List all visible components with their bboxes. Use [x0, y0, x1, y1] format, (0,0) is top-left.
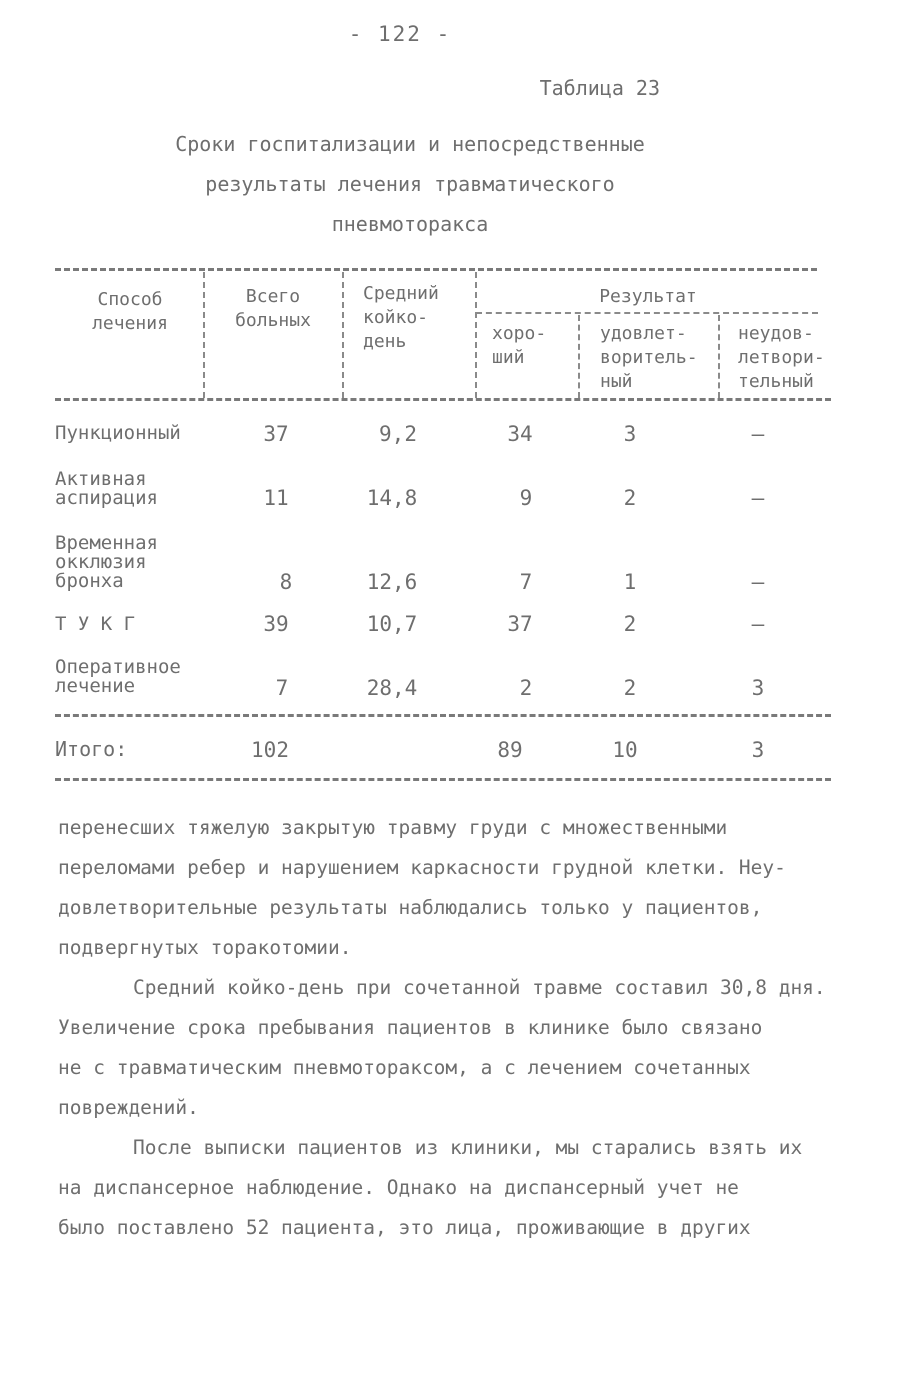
cell-unsatisfactory: – [751, 486, 765, 510]
cell-avg: 9,2 [379, 422, 417, 446]
text-line: довлетворительные результаты наблюдались только у пациентов, [58, 896, 763, 919]
caption-line: результаты лечения травматического [205, 172, 615, 196]
text-line: было поставлено 52 пациента, это лица, проживающие в других [58, 1216, 751, 1239]
total-cell-good: 89 [497, 738, 523, 762]
cell-satisfactory: 2 [623, 612, 637, 636]
cell-total: 11 [263, 486, 289, 510]
total-row-label: Итого: [55, 737, 128, 761]
header-result: Результат [599, 286, 697, 307]
result-subheader-rule [476, 312, 818, 314]
row-method: Активная аспирация [55, 468, 158, 509]
cell-avg: 28,4 [366, 676, 418, 700]
text-line: перенесших тяжелую закрытую травму груди с множественными [58, 816, 728, 839]
cell-good: 9 [519, 486, 533, 510]
table-caption [120, 124, 700, 244]
total-cell-satisfactory: 10 [612, 738, 638, 762]
header-unsatisfactory: неудов- летвори- тельный [738, 323, 825, 392]
cell-total: 37 [263, 422, 289, 446]
cell-good: 7 [519, 570, 533, 594]
text-line: подвергнутых торакотомии. [58, 936, 352, 959]
text-line: Увеличение срока пребывания пациентов в клинике было связано [58, 1016, 763, 1039]
caption-line: пневмоторакса [331, 212, 489, 236]
cell-unsatisfactory: – [751, 570, 765, 594]
cell-avg: 12,6 [366, 570, 418, 594]
body-text [58, 808, 858, 1248]
header-avg-days: Средний койко- день [363, 283, 439, 352]
row-method: Временная окклюзия бронха [55, 532, 158, 592]
cell-avg: 10,7 [366, 612, 418, 636]
cell-good: 37 [507, 612, 533, 636]
text-line: Средний койко-день при сочетанной травме составил 30,8 дня. [133, 976, 826, 999]
cell-good: 2 [519, 676, 533, 700]
cell-good: 34 [507, 422, 533, 446]
total-top-rule [55, 714, 831, 717]
caption-line: Сроки госпитализации и непосредственные [175, 132, 645, 156]
table-bottom-rule [55, 778, 831, 781]
cell-unsatisfactory: 3 [751, 676, 765, 700]
column-divider [342, 272, 344, 398]
table-top-rule [55, 268, 817, 271]
column-divider [718, 315, 720, 398]
text-line: повреждений. [58, 1096, 199, 1119]
cell-satisfactory: 2 [623, 676, 637, 700]
column-divider [203, 272, 205, 398]
cell-total: 8 [279, 570, 293, 594]
cell-unsatisfactory: – [751, 612, 765, 636]
text-line: не с травматическим пневмотораксом, а с лечением сочетанных [58, 1056, 751, 1079]
cell-satisfactory: 1 [623, 570, 637, 594]
header-satisfactory: удовлет- воритель- ный [600, 323, 698, 392]
row-method: Т У К Г [55, 613, 136, 635]
cell-unsatisfactory: – [751, 422, 765, 446]
table-label: Таблица 23 [539, 76, 660, 100]
text-line: на диспансерное наблюдение. Однако на диспансерный учет не [58, 1176, 739, 1199]
text-line: После выписки пациентов из клиники, мы старались взять их [133, 1136, 803, 1159]
cell-total: 39 [263, 612, 289, 636]
total-cell-unsatisfactory: 3 [751, 738, 765, 762]
header-good: хоро- ший [492, 323, 547, 368]
header-total: Всего больных [235, 286, 311, 331]
cell-satisfactory: 2 [623, 486, 637, 510]
header-method: Способ лечения [92, 289, 168, 334]
total-cell-total: 102 [251, 738, 289, 762]
cell-total: 7 [275, 676, 289, 700]
column-divider [578, 315, 580, 398]
text-line: переломами ребер и нарушением каркасности грудной клетки. Неу- [58, 856, 786, 879]
row-method: Оперативное лечение [55, 656, 181, 697]
column-divider [475, 272, 477, 398]
header-bottom-rule [55, 398, 831, 401]
cell-avg: 14,8 [366, 486, 418, 510]
cell-satisfactory: 3 [623, 422, 637, 446]
page-number: - 122 - [348, 22, 452, 46]
row-method: Пункционный [55, 422, 181, 444]
